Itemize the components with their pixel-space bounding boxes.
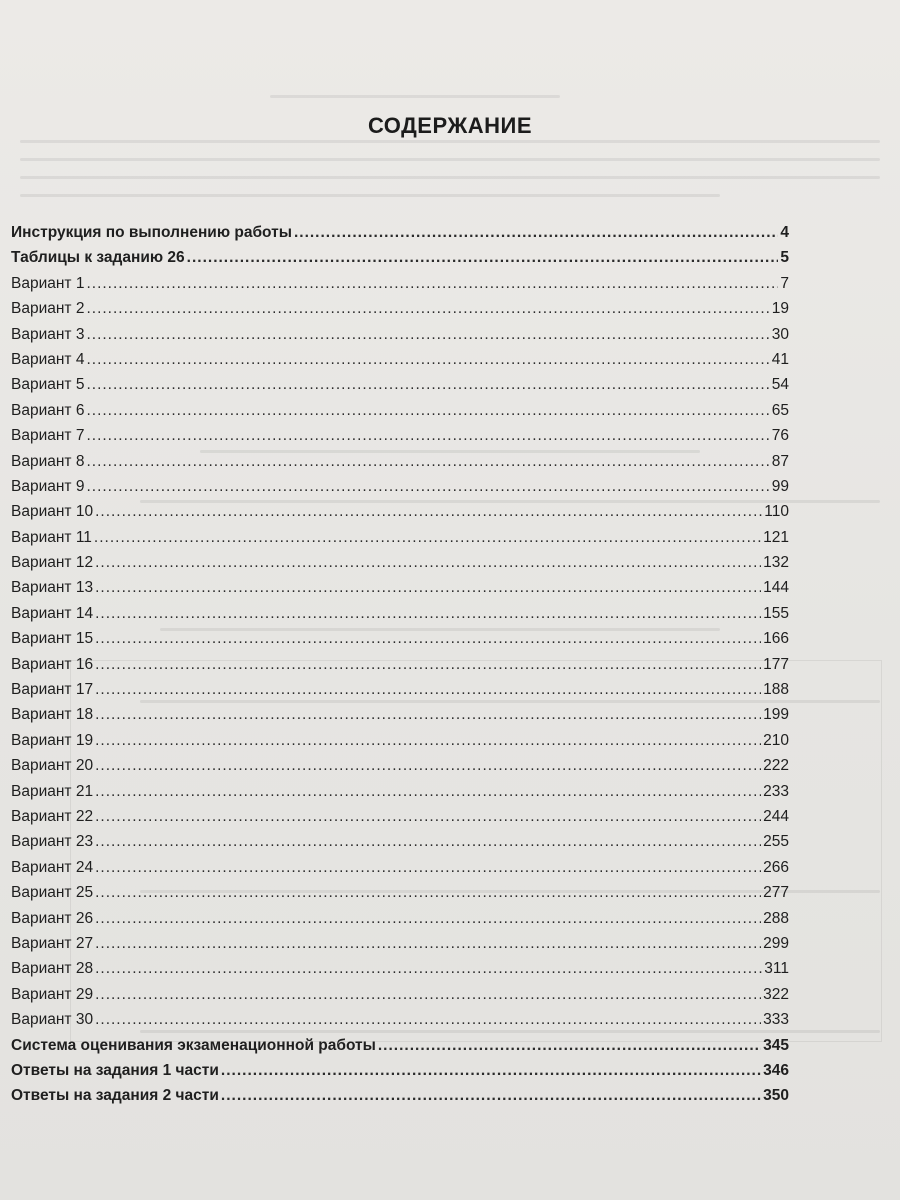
toc-entry-label: Вариант 30	[11, 1011, 94, 1029]
toc-dot-leader	[378, 1037, 761, 1055]
toc-entry-page-number: 277	[763, 884, 789, 902]
toc-entry	[11, 986, 789, 1011]
toc-dot-leader	[95, 960, 762, 978]
toc-dot-leader	[86, 453, 769, 471]
toc-entry-page-number: 132	[763, 554, 789, 572]
toc-dot-leader	[86, 376, 769, 394]
toc-entry-label: Вариант 7	[11, 427, 85, 445]
toc-dot-leader	[86, 275, 778, 293]
toc-dot-leader	[95, 554, 761, 572]
toc-entry-page-number: 41	[771, 350, 789, 368]
toc-entry-page-number: 322	[763, 985, 789, 1003]
toc-dot-leader	[95, 859, 761, 877]
toc-entry	[11, 1011, 789, 1036]
toc-entry	[11, 757, 789, 782]
toc-dot-leader	[95, 503, 762, 521]
toc-entry	[11, 833, 789, 858]
toc-entry	[11, 503, 789, 528]
toc-entry	[11, 630, 789, 655]
toc-entry-label: Вариант 16	[11, 655, 94, 673]
toc-dot-leader	[221, 1087, 761, 1105]
toc-entry-page-number: 233	[763, 782, 789, 800]
toc-entry	[11, 960, 789, 985]
toc-entry-label: Вариант 18	[11, 706, 94, 724]
toc-entry-page-number: 255	[763, 833, 789, 851]
toc-entry-label: Инструкция по выполнению работы	[11, 224, 292, 241]
toc-entry-page-number: 30	[771, 325, 789, 343]
toc-entry-page-number: 288	[763, 909, 789, 927]
toc-entry-page-number: 5	[780, 249, 789, 267]
toc-entry-page-number: 210	[763, 731, 789, 749]
toc-entry-label: Вариант 29	[11, 985, 94, 1003]
toc-entry-page-number: 155	[763, 604, 789, 622]
toc-entry	[11, 656, 789, 681]
toc-entry-label: Вариант 8	[11, 452, 85, 470]
toc-dot-leader	[95, 1011, 761, 1029]
toc-dot-leader	[86, 402, 769, 420]
toc-entry-label: Вариант 20	[11, 757, 94, 775]
toc-entry	[11, 1062, 789, 1087]
toc-entry	[11, 376, 789, 401]
toc-entry-page-number: 188	[763, 681, 789, 699]
toc-entry-page-number: 199	[763, 706, 789, 724]
toc-entry	[11, 300, 789, 325]
toc-dot-leader	[95, 681, 761, 699]
toc-dot-leader	[95, 935, 761, 953]
toc-entry-page-number: 110	[764, 503, 789, 521]
toc-entry	[11, 453, 789, 478]
toc-entry-label: Ответы на задания 1 части	[11, 1061, 219, 1079]
toc-dot-leader	[94, 529, 761, 547]
toc-entry-page-number: 65	[771, 401, 789, 419]
toc-entry	[11, 402, 789, 427]
toc-entry	[11, 910, 789, 935]
toc-entry-label: Вариант 2	[11, 300, 85, 318]
toc-entry-label: Вариант 22	[11, 807, 94, 825]
toc-entry-label: Вариант 28	[11, 960, 94, 978]
toc-dot-leader	[95, 656, 761, 674]
toc-entry-label: Система оценивания экзаменационной работы	[11, 1036, 376, 1054]
toc-entry-label: Вариант 14	[11, 604, 94, 622]
toc-entry-label: Вариант 6	[11, 401, 85, 419]
toc-dot-leader	[95, 732, 761, 750]
toc-dot-leader	[86, 351, 769, 369]
toc-entry-label: Вариант 13	[11, 579, 94, 597]
toc-entry	[11, 275, 789, 300]
toc-entry	[11, 554, 789, 579]
toc-entry-label: Вариант 9	[11, 477, 85, 495]
toc-dot-leader	[95, 630, 761, 648]
toc-dot-leader	[95, 757, 761, 775]
toc-entry	[11, 706, 789, 731]
toc-entry	[11, 681, 789, 706]
toc-entry	[11, 1037, 789, 1062]
toc-dot-leader	[221, 1062, 761, 1080]
toc-entry-label: Вариант 25	[11, 884, 94, 902]
toc-entry	[11, 427, 789, 452]
toc-entry	[11, 859, 789, 884]
toc-entry-label: Вариант 1	[11, 274, 85, 292]
toc-entry-label: Вариант 19	[11, 731, 94, 749]
toc-entry-label: Вариант 4	[11, 350, 85, 368]
toc-entry	[11, 579, 789, 604]
toc-dot-leader	[95, 833, 761, 851]
toc-dot-leader	[86, 326, 769, 344]
toc-entry-page-number: 345	[763, 1036, 789, 1054]
toc-entry-page-number: 4	[780, 224, 789, 241]
toc-entry-page-number: 244	[763, 807, 789, 825]
toc-dot-leader	[95, 605, 761, 623]
toc-dot-leader	[86, 478, 769, 496]
toc-entry-page-number: 166	[763, 630, 789, 648]
toc-entry	[11, 935, 789, 960]
toc-entry	[11, 605, 789, 630]
toc-dot-leader	[95, 579, 761, 597]
toc-entry-page-number: 177	[763, 655, 789, 673]
toc-entry-page-number: 311	[764, 960, 789, 978]
toc-entry-page-number: 350	[763, 1087, 789, 1105]
toc-entry-label: Ответы на задания 2 части	[11, 1087, 219, 1105]
toc-entry	[11, 326, 789, 351]
toc-entry-page-number: 299	[763, 934, 789, 952]
toc-dot-leader	[187, 249, 779, 267]
toc-entry-page-number: 19	[771, 300, 789, 318]
toc-entry-page-number: 54	[771, 376, 789, 394]
toc-entry-page-number: 222	[763, 757, 789, 775]
toc-entry-page-number: 7	[780, 274, 789, 292]
toc-dot-leader	[95, 884, 761, 902]
toc-entry-page-number: 87	[771, 452, 789, 470]
toc-dot-leader	[95, 706, 761, 724]
toc-entry-label: Вариант 23	[11, 833, 94, 851]
toc-entry-page-number: 266	[763, 858, 789, 876]
toc-entry-page-number: 76	[771, 427, 789, 445]
toc-entry	[11, 351, 789, 376]
toc-entry-page-number: 144	[763, 579, 789, 597]
toc-entry-label: Вариант 17	[11, 681, 94, 699]
toc-dot-leader	[95, 783, 761, 801]
toc-dot-leader	[86, 300, 769, 318]
toc-entry	[11, 884, 789, 909]
toc-entry-label: Вариант 3	[11, 325, 85, 343]
toc-entry-label: Вариант 27	[11, 934, 94, 952]
toc-entry	[11, 783, 789, 808]
toc-entry-label: Вариант 21	[11, 782, 94, 800]
toc-entry	[11, 1087, 789, 1112]
toc-dot-leader	[95, 910, 761, 928]
toc-entry-label: Вариант 12	[11, 554, 94, 572]
toc-entry	[11, 808, 789, 833]
toc-dot-leader	[95, 986, 761, 1004]
toc-entry-label: Вариант 26	[11, 909, 94, 927]
toc-entry	[11, 478, 789, 503]
toc-entry-page-number: 346	[763, 1061, 789, 1079]
toc-entry	[11, 529, 789, 554]
toc-entry-label: Таблицы к заданию 26	[11, 249, 185, 267]
toc-entry-page-number: 121	[763, 528, 789, 546]
toc-entry-label: Вариант 11	[11, 528, 92, 546]
toc-dot-leader	[294, 224, 778, 242]
toc-entry	[11, 249, 789, 274]
toc-entry-page-number: 99	[771, 477, 789, 495]
toc-entry-label: Вариант 10	[11, 503, 94, 521]
toc-entry-label: Вариант 15	[11, 630, 94, 648]
toc-dot-leader	[86, 427, 769, 445]
toc-dot-leader	[95, 808, 761, 826]
toc-entry-page-number: 333	[763, 1011, 789, 1029]
toc-entry	[11, 224, 789, 249]
toc-entry	[11, 732, 789, 757]
toc-entry-label: Вариант 5	[11, 376, 85, 394]
page-title: СОДЕРЖАНИЕ	[367, 113, 533, 138]
table-of-contents	[11, 224, 789, 1113]
toc-entry-label: Вариант 24	[11, 858, 94, 876]
